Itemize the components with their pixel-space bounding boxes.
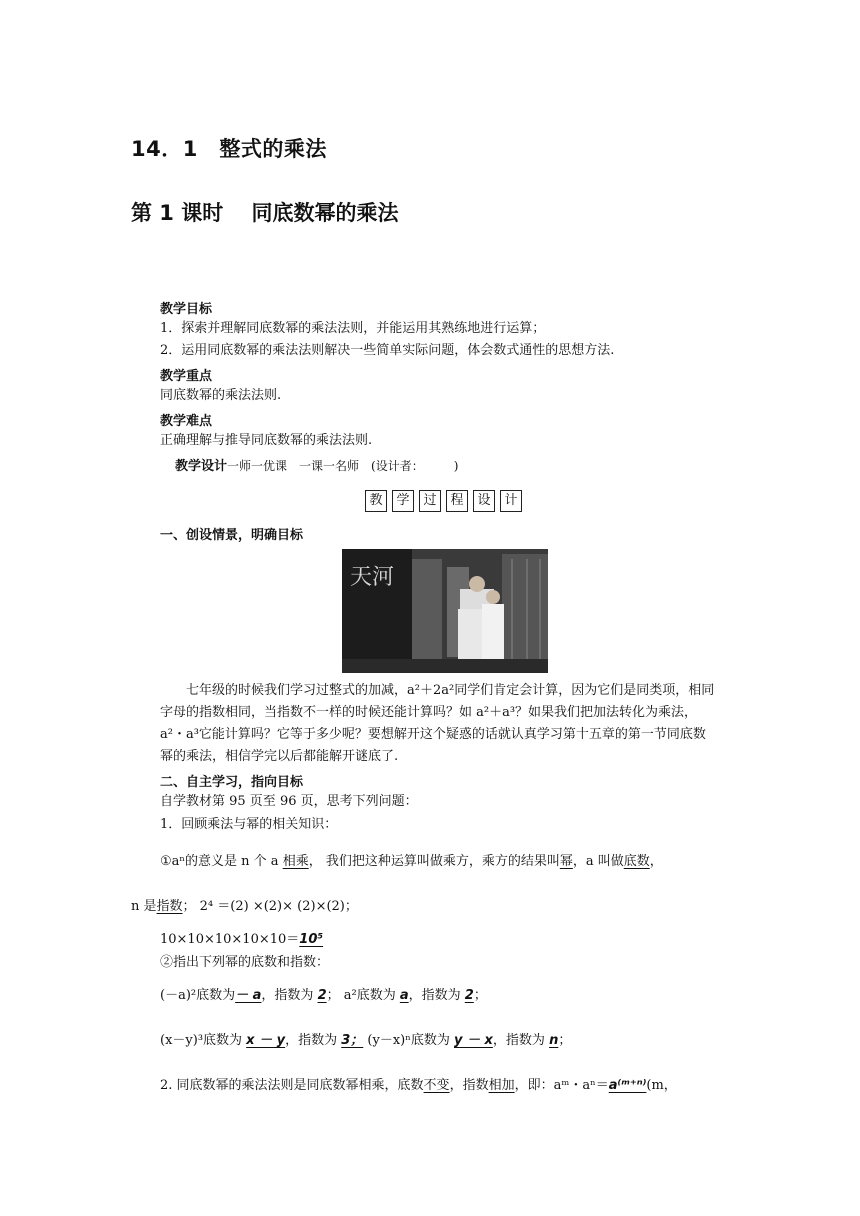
process-char-box: 计 [500, 490, 522, 512]
answer-blank: a [399, 988, 409, 1003]
answer-blank: y － x [454, 1033, 493, 1048]
answer-blank: 2 [317, 988, 327, 1003]
process-char-box: 教 [365, 490, 387, 512]
supercomputer-photo [342, 549, 548, 673]
section2-intro: 自学教材第 95 页至 96 页，思考下列问题： [160, 794, 418, 809]
section2-heading: 二、自主学习，指向目标 [160, 775, 304, 790]
supercomputer-illustration [342, 549, 548, 673]
process-char-box: 程 [446, 490, 468, 512]
question-1: 1．回顾乘法与幂的相关知识： [160, 817, 338, 832]
question-1d: (－a)²底数为－ a，指数为 2； a²底数为 a，指数为 2； [160, 988, 487, 1003]
difficulties-text: 正确理解与推导同底数幂的乘法法则. [160, 433, 373, 448]
objective-item: 2．运用同底数幂的乘法法则解决一些简单实际问题，体会数式通性的思想方法. [160, 343, 615, 358]
answer-blank: 不变 [423, 1078, 450, 1093]
answer-blank: 底数 [623, 854, 650, 869]
answer-blank: a⁽ᵐ⁺ⁿ⁾ [608, 1078, 647, 1093]
design-label: 教学设计 [175, 459, 228, 474]
process-char-box: 过 [419, 490, 441, 512]
section1-paragraph: 七年级的时候我们学习过整式的加减，a²＋2a²同学们肯定会计算，因为它们是同类项，相同字母的指数相同，当指数不一样的时候还能计算吗？如 a²＋a³？如果我们把加法转化为乘法，a²・a³它能计算吗？它等于多少呢？要想解开这个疑惑的话就认真学习第十五章的第一节同底数幂的乘法，相信学完以后都能解开谜底了. [160, 683, 715, 764]
process-char-box: 学 [392, 490, 414, 512]
question-1e: (x－y)³底数为 x － y，指数为 3； (y－x)ⁿ底数为 y － x，指数为 n； [160, 1033, 572, 1048]
answer-blank: x － y [246, 1033, 286, 1048]
question-2: 2. 同底数幂的乘法法则是同底数幂相乘，底数不变，指数相加，即：aᵐ・aⁿ＝a⁽ᵐ⁺ⁿ⁾(m， [160, 1078, 677, 1093]
question-1c: ②指出下列幂的底数和指数： [160, 955, 330, 970]
section1-heading: 一、创设情景，明确目标 [160, 528, 304, 543]
answer-blank: 相加 [488, 1078, 515, 1093]
answer-blank: 3； [341, 1033, 364, 1048]
key-points-heading: 教学重点 [160, 369, 213, 384]
key-points-text: 同底数幂的乘法法则. [160, 388, 282, 403]
answer-blank: 2 [464, 988, 474, 1003]
objectives-heading: 教学目标 [160, 302, 213, 317]
design-line [175, 455, 458, 477]
lesson-subtitle: 第 1 课时 同底数幂的乘法 [131, 201, 399, 225]
answer-blank: 10⁵ [299, 932, 324, 947]
objective-item: 1．探索并理解同底数幂的乘法法则，并能运用其熟练地进行运算； [160, 321, 546, 336]
question-1a: ①aⁿ的意义是 n 个 a 相乘， 我们把这种运算叫做乘方，乘方的结果叫幂，a 叫做底数， [160, 854, 663, 869]
design-tagline: 一师一优课 一课一名师 (设计者： ) [227, 459, 459, 473]
answer-blank: 幂 [559, 854, 573, 869]
difficulties-heading: 教学难点 [160, 414, 213, 429]
process-char-box: 设 [473, 490, 495, 512]
question-1a-cont: n 是指数； 2⁴ ＝(2) ×(2)× (2)×(2)； [131, 899, 358, 914]
answer-blank: － a [235, 988, 262, 1003]
process-design-boxes [365, 490, 522, 512]
page-title: 14．1 整式的乘法 [131, 137, 327, 161]
answer-blank: 相乘 [282, 854, 309, 869]
photo-caption: 天河 [350, 565, 395, 590]
answer-blank: n [549, 1033, 559, 1048]
question-1b: 10×10×10×10×10＝10⁵ [160, 932, 324, 947]
answer-blank: 指数 [156, 899, 183, 914]
